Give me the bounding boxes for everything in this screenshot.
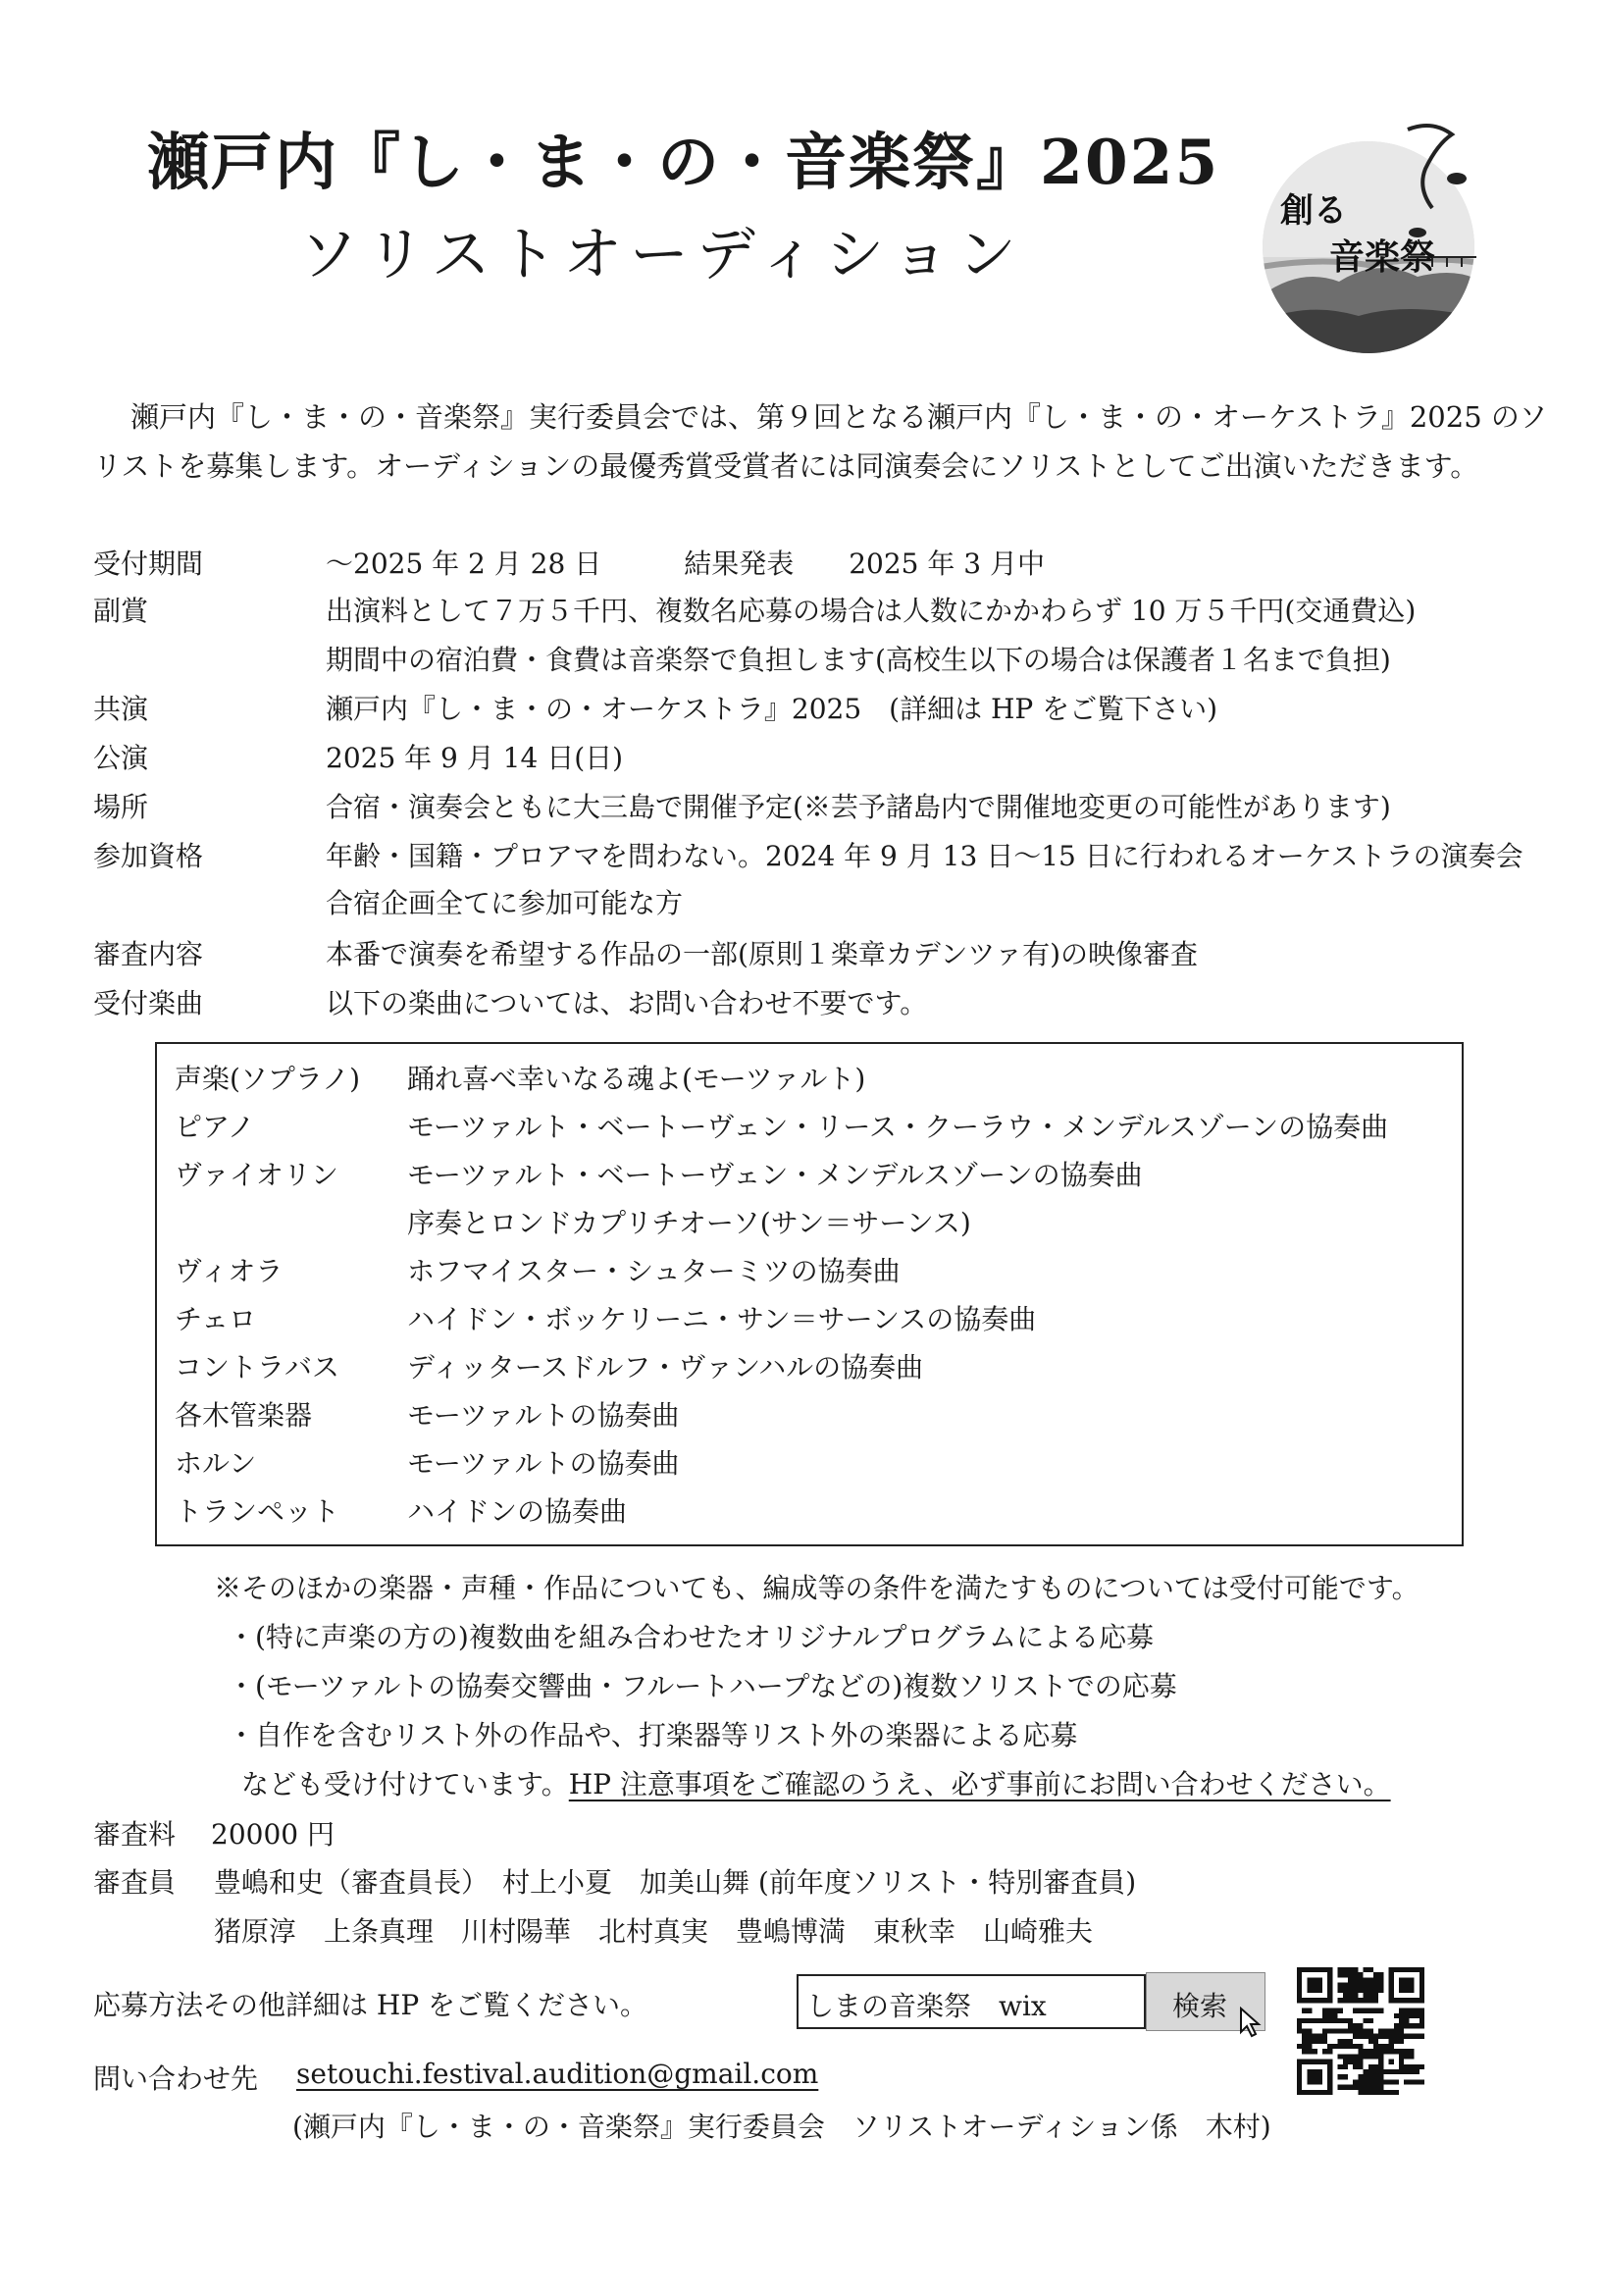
note-line-5-underlined: HP 注意事項をご確認のうえ、必ず事前にお問い合わせください。 — [568, 1768, 1391, 1800]
note-line-5-prefix: なども受け付けています。 — [241, 1768, 569, 1800]
apply-text: 応募方法その他詳細は HP をご覧ください。 — [93, 1989, 648, 2021]
page-title: 瀬戸内『し・ま・の・音楽祭』2025 — [147, 126, 1220, 198]
repertoire-works: モーツァルト・ベートーヴェン・リース・クーラウ・メンデルスゾーンの協奏曲 — [407, 1111, 1389, 1143]
intro-line-2: リストを募集します。オーディションの最優秀賞受賞者には同演奏会にソリストとしてご出演いただきます。 — [93, 449, 1479, 483]
festival-logo — [1261, 110, 1481, 370]
detail-value: 以下の楽曲については、お問い合わせ不要です。 — [326, 987, 928, 1019]
repertoire-instrument: ヴィオラ — [175, 1255, 284, 1287]
page-subtitle: ソリストオーディション — [299, 221, 1024, 289]
repertoire-instrument: 各木管楽器 — [175, 1399, 313, 1432]
note-line-1: ※そのほかの楽器・声種・作品についても、編成等の条件を満たすものについては受付可能です。 — [214, 1572, 1419, 1604]
repertoire-works: ホフマイスター・シュターミツの協奏曲 — [407, 1255, 901, 1287]
qr-code-graphic — [1297, 1967, 1424, 2095]
judges-label: 審査員 — [93, 1866, 177, 1899]
intro-line-1: 瀬戸内『し・ま・の・音楽祭』実行委員会では、第９回となる瀬戸内『し・ま・の・オーケストラ』2025 のソ — [130, 400, 1548, 434]
contact-org: (瀬戸内『し・ま・の・音楽祭』実行委員会 ソリストオーディション係 木村) — [292, 2111, 1271, 2143]
note-line-2: ・(特に声楽の方の)複数曲を組み合わせたオリジナルプログラムによる応募 — [228, 1621, 1155, 1653]
repertoire-instrument: ピアノ — [175, 1111, 255, 1143]
contact-label: 問い合わせ先 — [93, 2062, 259, 2095]
judges-line-2: 猪原淳 上条真理 川村陽華 北村真実 豊嶋博満 東秋幸 山崎雅夫 — [214, 1915, 1094, 1948]
repertoire-instrument: ホルン — [175, 1447, 257, 1480]
detail-label: 受付楽曲 — [93, 987, 204, 1019]
detail-value: 出演料として７万５千円、複数名応募の場合は人数にかかわらず 10 万５千円(交通費込) — [326, 595, 1417, 627]
repertoire-works: 序奏とロンドカプリチオーソ(サン＝サーンス) — [407, 1207, 971, 1239]
repertoire-instrument: チェロ — [175, 1303, 257, 1335]
qr-code — [1297, 1967, 1424, 2095]
logo-text-2: 音楽祭 — [1329, 237, 1436, 278]
repertoire-works: モーツァルト・ベートーヴェン・メンデルスゾーンの協奏曲 — [407, 1159, 1143, 1191]
detail-value: 期間中の宿泊費・食費は音楽祭で負担します(高校生以下の場合は保護者１名まで負担) — [326, 644, 1391, 676]
repertoire-works: ハイドン・ボッケリーニ・サン＝サーンスの協奏曲 — [407, 1303, 1037, 1335]
detail-label: 場所 — [93, 791, 149, 823]
contact-email[interactable]: setouchi.festival.audition@gmail.com — [296, 2058, 819, 2090]
repertoire-works: 踊れ喜べ幸いなる魂よ(モーツァルト) — [407, 1063, 866, 1095]
repertoire-instrument: トランペット — [175, 1495, 340, 1528]
repertoire-instrument: ヴァイオリン — [175, 1159, 338, 1191]
search-button[interactable] — [1146, 1972, 1265, 2031]
detail-label: 参加資格 — [93, 840, 204, 872]
detail-label: 審査内容 — [93, 938, 204, 970]
logo-text-1: 創る — [1280, 191, 1347, 231]
fee-label: 審査料 — [93, 1818, 177, 1851]
detail-label: 共演 — [93, 693, 149, 725]
search-input-value: しまの音楽祭 wix — [806, 1990, 1047, 2022]
detail-value: 瀬戸内『し・ま・の・オーケストラ』2025 (詳細は HP をご覧下さい) — [326, 693, 1218, 725]
repertoire-works: ハイドンの協奏曲 — [407, 1495, 628, 1528]
detail-label: 受付期間 — [93, 548, 204, 580]
detail-label: 副賞 — [93, 595, 149, 627]
note-line-4: ・自作を含むリスト外の作品や、打楽器等リスト外の楽器による応募 — [228, 1719, 1078, 1751]
detail-value: 年齢・国籍・プロアマを問わない。2024 年 9 月 13 日～15 日に行われるオーケストラの演奏会 — [326, 840, 1523, 872]
detail-value: 合宿・演奏会ともに大三島で開催予定(※芸予諸島内で開催地変更の可能性があります) — [326, 791, 1391, 823]
fee-value: 20000 円 — [211, 1818, 335, 1851]
detail-label: 公演 — [93, 742, 149, 774]
detail-value: ～2025 年 2 月 28 日 結果発表 2025 年 3 月中 — [326, 548, 1045, 580]
search-button-label: 検索 — [1172, 1990, 1228, 2022]
repertoire-works: ディッタースドルフ・ヴァンハルの協奏曲 — [407, 1351, 924, 1383]
search-input[interactable] — [797, 1974, 1146, 2029]
detail-value: 本番で演奏を希望する作品の一部(原則１楽章カデンツァ有)の映像審査 — [326, 938, 1199, 970]
repertoire-instrument: コントラバス — [175, 1351, 340, 1383]
cursor-icon — [1239, 2007, 1263, 2038]
repertoire-works: モーツァルトの協奏曲 — [407, 1447, 680, 1480]
judges-line-1: 豊嶋和史（審査員長） 村上小夏 加美山舞 (前年度ソリスト・特別審査員) — [214, 1866, 1137, 1899]
repertoire-works: モーツァルトの協奏曲 — [407, 1399, 680, 1432]
detail-value: 合宿企画全てに参加可能な方 — [326, 887, 684, 919]
note-line-5 — [241, 1763, 1391, 1802]
note-line-3: ・(モーツァルトの協奏交響曲・フルートハープなどの)複数ソリストでの応募 — [228, 1670, 1177, 1702]
repertoire-instrument: 声楽(ソプラノ) — [175, 1063, 361, 1095]
detail-value: 2025 年 9 月 14 日(日) — [326, 742, 624, 774]
